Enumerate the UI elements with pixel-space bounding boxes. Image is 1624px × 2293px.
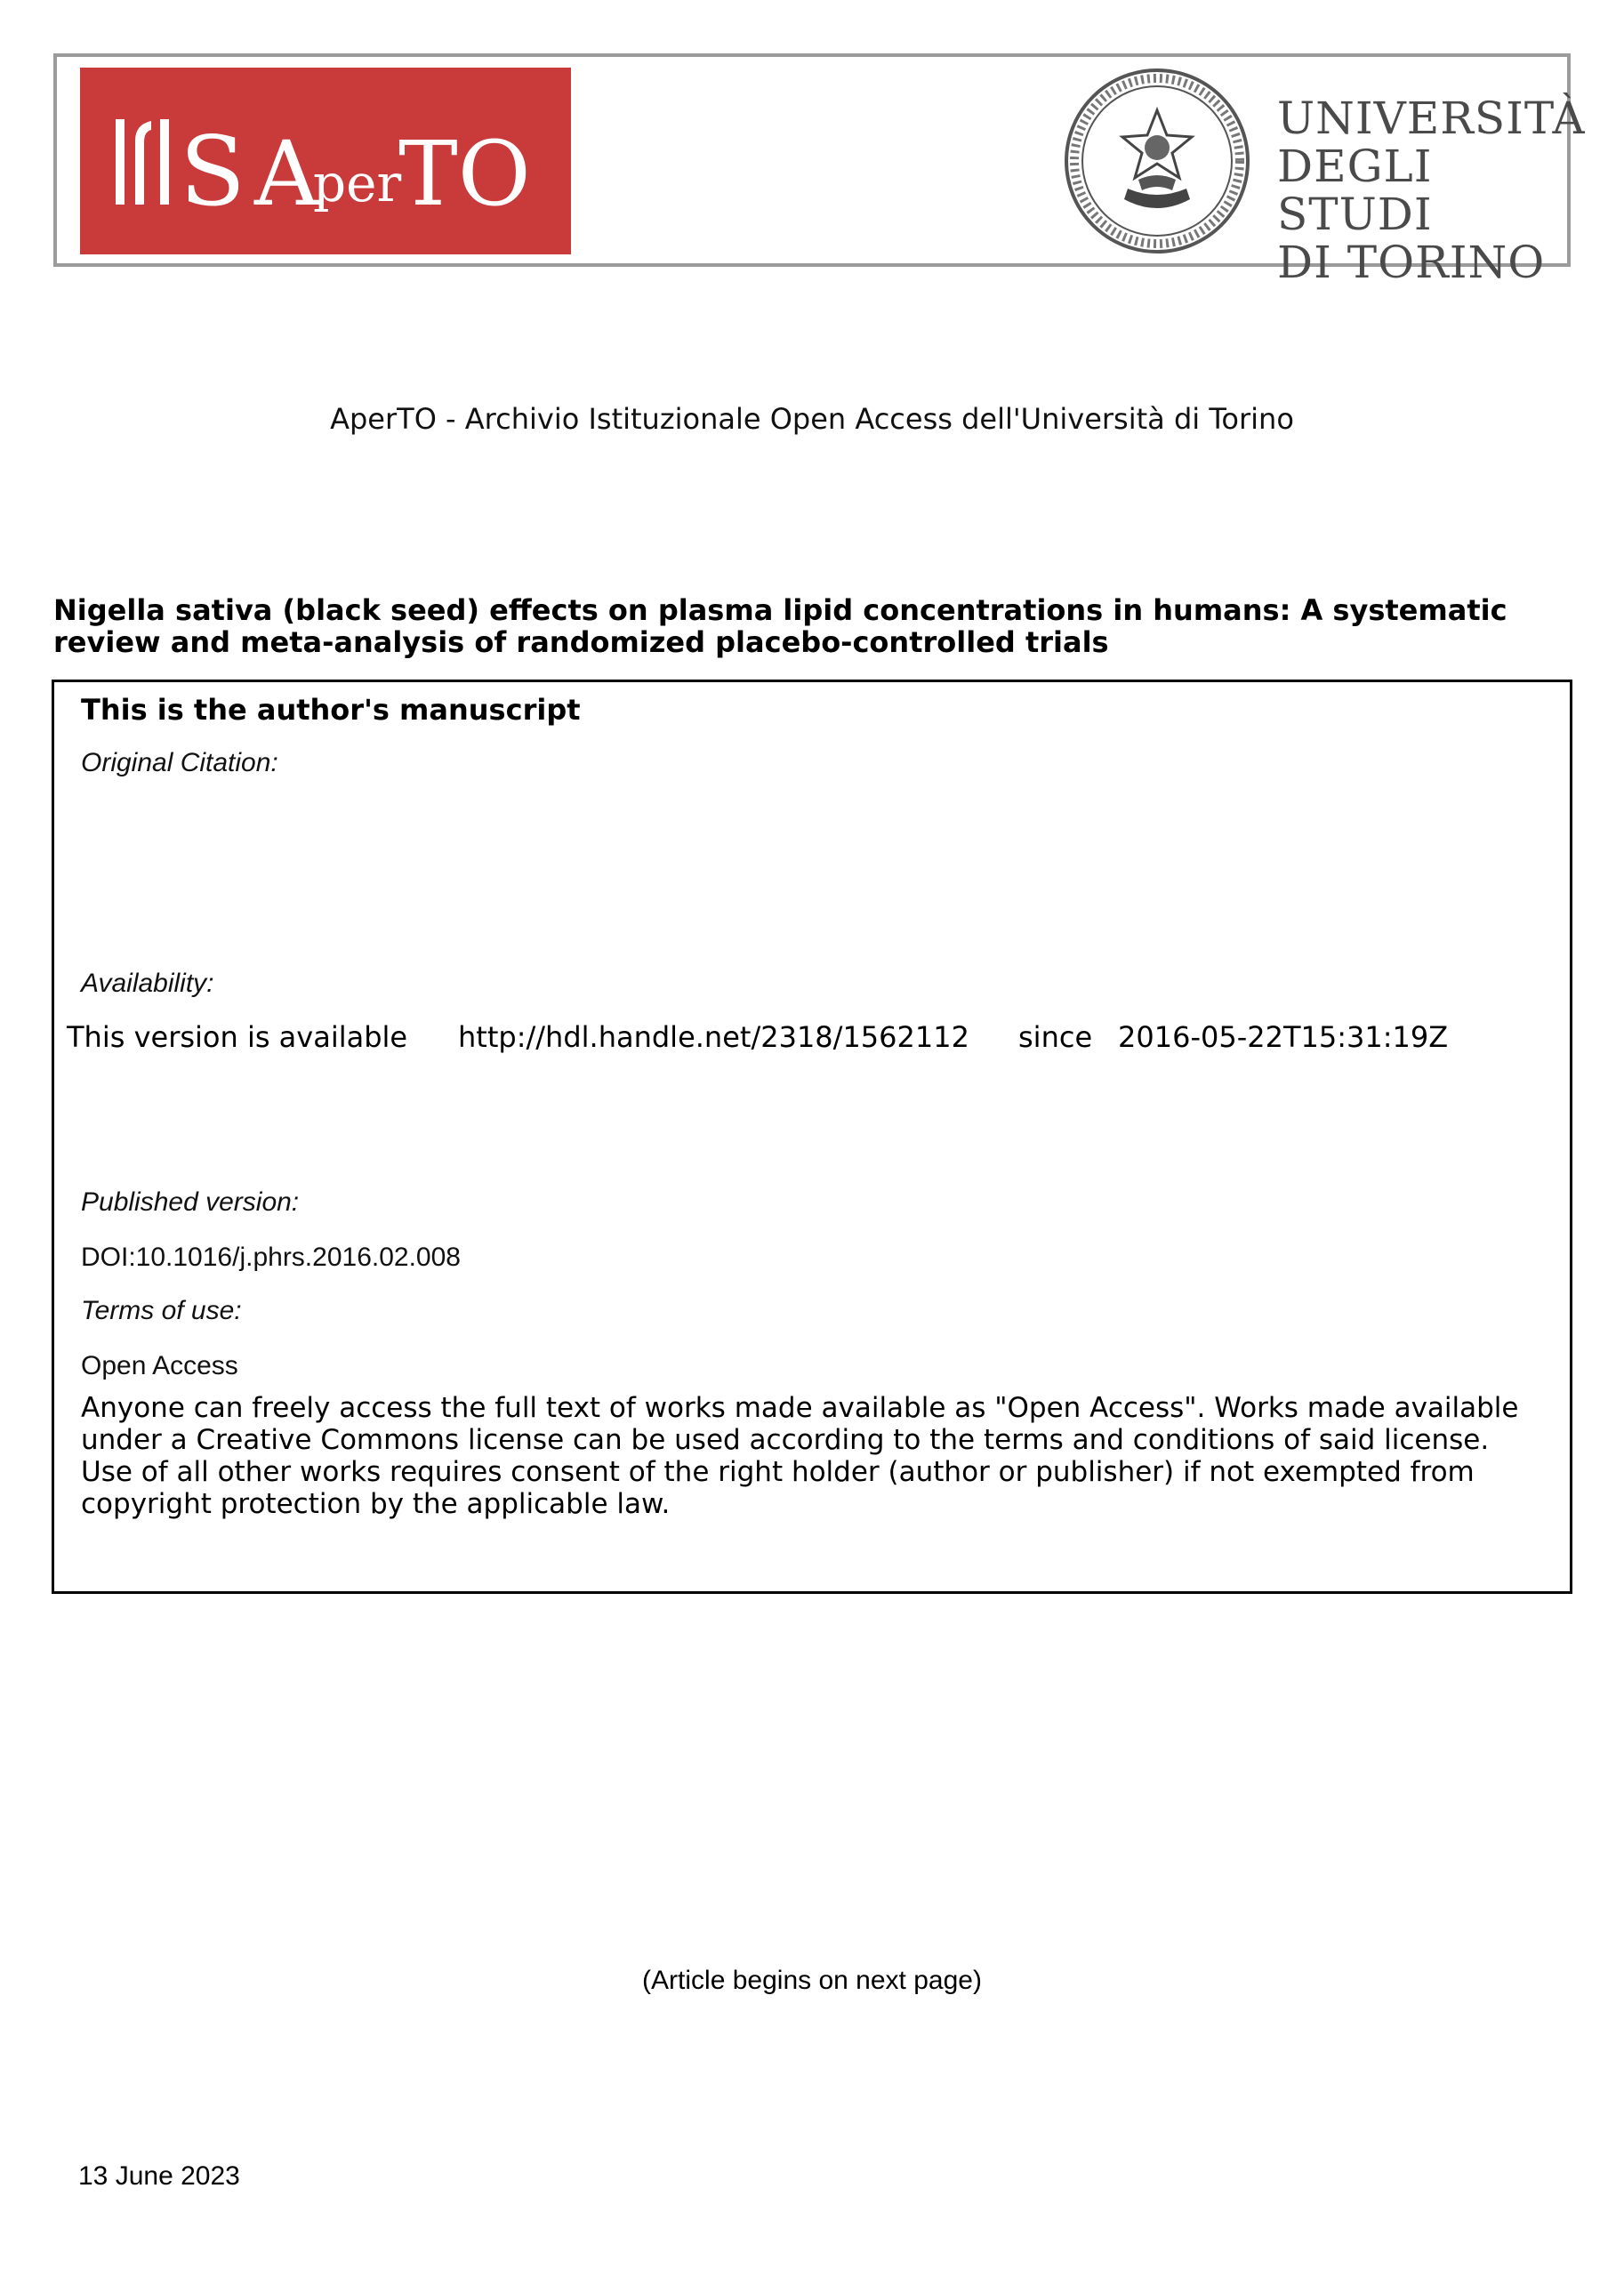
article-begins-note: (Article begins on next page)	[642, 1966, 982, 1995]
terms-of-use-label: Terms of use:	[81, 1296, 242, 1325]
university-name	[1277, 94, 1586, 286]
doi-value: DOI:10.1016/j.phrs.2016.02.008	[81, 1243, 461, 1272]
manuscript-note: This is the author's manuscript	[81, 693, 581, 727]
university-seal-icon	[1062, 66, 1252, 256]
university-name-line-3: DI TORINO	[1277, 237, 1546, 288]
header-banner	[53, 53, 1586, 288]
availability-label: Availability:	[81, 969, 214, 998]
svg-text:S: S	[180, 117, 245, 228]
paper-title: Nigella sativa (black seed) effects on plasma lipid concentrations in humans: A systematic review and meta-analysis of randomized placebo-controlled trials	[53, 593, 1507, 659]
original-citation-label: Original Citation:	[81, 748, 278, 777]
iris-aperto-logo	[80, 68, 571, 254]
svg-text:A: A	[254, 122, 319, 226]
repository-title: AperTO - Archivio Istituzionale Open Access dell'Università di Torino	[330, 402, 1294, 436]
footer-date: 13 June 2023	[78, 2161, 240, 2191]
availability-prefix: This version is available	[67, 1020, 408, 1054]
manuscript-info-box	[52, 680, 1572, 1594]
since-date: 2016-05-22T15:31:19Z	[1118, 1020, 1449, 1054]
availability-link[interactable]: http://hdl.handle.net/2318/1562112	[458, 1020, 969, 1054]
open-access-value: Open Access	[81, 1351, 238, 1380]
since-label: since	[1018, 1020, 1093, 1054]
svg-text:per: per	[313, 153, 402, 213]
svg-text:TO: TO	[398, 122, 531, 226]
published-version-label: Published version:	[81, 1187, 300, 1217]
university-name-line-2: DEGLI STUDI	[1277, 141, 1433, 240]
availability-line	[67, 1020, 1449, 1054]
terms-of-use-text: Anyone can freely access the full text of works made available as "Open Access". Works made available under a Creative Commons license can be used according to the terms and conditions of said license. Use of all other works requires consent of the right holder (author or publisher) if not exempted from copyright protection by the applicable law.	[81, 1392, 1519, 1520]
university-name-line-1: UNIVERSITÀ	[1277, 93, 1586, 144]
